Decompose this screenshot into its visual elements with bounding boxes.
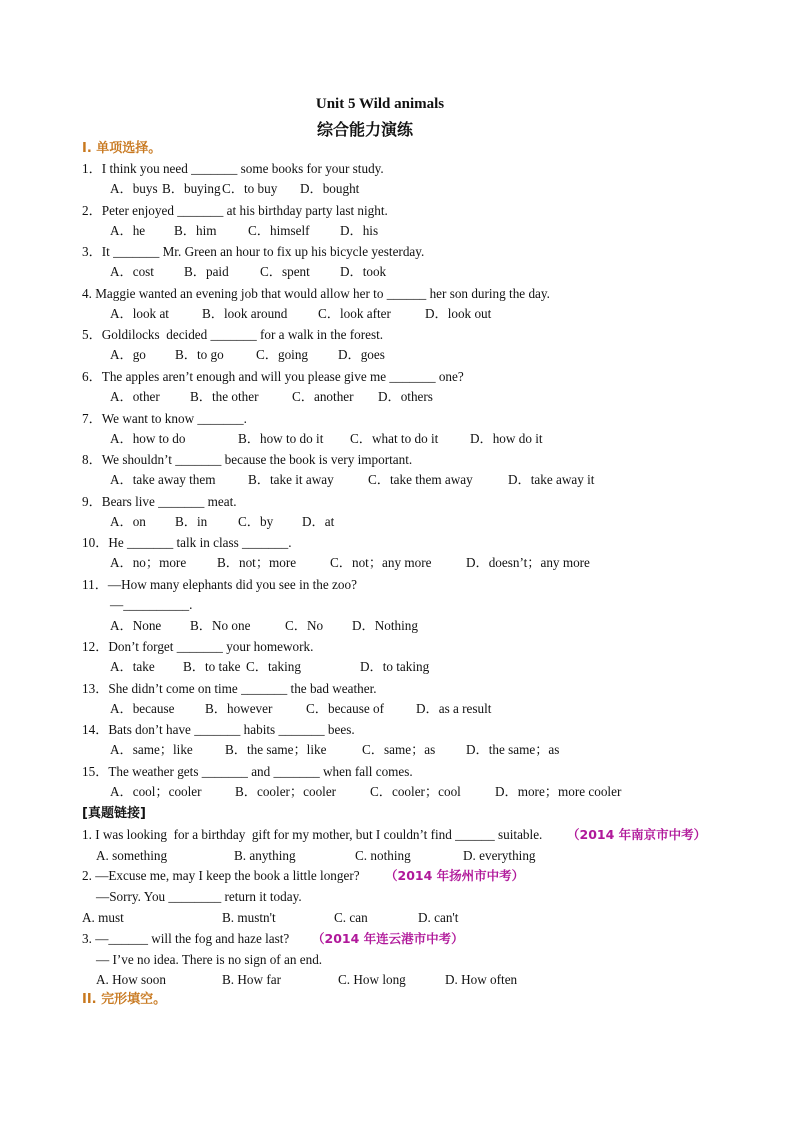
question-9-option-c: C．by	[238, 514, 274, 529]
past-exam-3-option-d: D. How often	[445, 972, 518, 987]
question-2-option-b: B．him	[174, 223, 217, 238]
question-4: 4. Maggie wanted an evening job that would allow her to ______ her son during the day.	[82, 286, 550, 301]
question-13-option-d: D．as a result	[416, 701, 492, 716]
question-7: 7．We want to know _______.	[82, 411, 247, 426]
question-4-option-b: B．look around	[202, 306, 288, 321]
question-1-option-d: D．bought	[300, 181, 360, 196]
question-6-option-c: C．another	[292, 389, 354, 404]
unit-title: Unit 5 Wild animals	[315, 96, 445, 112]
question-8: 8．We shouldn’t _______ because the book is very important.	[82, 452, 413, 467]
question-5-option-b: B．to go	[175, 347, 224, 362]
question-13-option-a: A．because	[110, 701, 175, 716]
question-10-option-d: D．doesn’t；any more	[466, 555, 590, 570]
past-exam-question-1: 1. I was looking for a birthday gift for my mother, but I couldn’t find ______ suitable.	[82, 827, 543, 842]
question-6: 6．The apples aren’t enough and will you please give me _______ one?	[82, 369, 464, 384]
past-exam-2-option-b: B. mustn't	[222, 910, 276, 925]
past-exam-1-option-b: B. anything	[234, 848, 296, 863]
question-11-option-c: C．No	[285, 618, 324, 633]
question-1-option-a: A．buys	[110, 181, 158, 196]
question-7-option-b: B．how to do it	[238, 431, 324, 446]
question-13-option-b: B．however	[205, 701, 273, 716]
past-exam-3-option-a: A. How soon	[96, 972, 166, 987]
past-exam-source-3: （2014 年连云港市中考）	[312, 931, 464, 946]
question-11-option-a: A．None	[110, 618, 162, 633]
question-4-option-c: C．look after	[318, 306, 391, 321]
past-exam-1-option-d: D. everything	[463, 848, 536, 863]
question-11-option-b: B．No one	[190, 618, 251, 633]
question-3-option-c: C．spent	[260, 264, 310, 279]
link-header: [真题链接]	[82, 806, 146, 821]
question-15-option-a: A．cool；cooler	[110, 784, 202, 799]
past-exam-question-3: 3. —______ will the fog and haze last?	[82, 931, 290, 946]
question-7-option-c: C．what to do it	[350, 431, 439, 446]
question-2-option-d: D．his	[340, 223, 379, 238]
question-10-option-a: A．no；more	[110, 555, 187, 570]
past-exam-source-2: （2014 年扬州市中考）	[385, 868, 525, 883]
past-exam-source-1: （2014 年南京市中考）	[567, 827, 707, 842]
question-15: 15．The weather gets _______ and _______ when fall comes.	[82, 764, 413, 779]
question-13: 13．She didn’t come on time _______ the bad weather.	[82, 681, 377, 696]
question-1-option-b: B．buying	[162, 181, 221, 196]
question-3-option-a: A．cost	[110, 264, 154, 279]
past-exam-question-2: 2. —Excuse me, may I keep the book a little longer?	[82, 868, 360, 883]
question-9: 9．Bears live _______ meat.	[82, 494, 237, 509]
question-5-option-d: D．goes	[338, 347, 385, 362]
question-6-option-b: B．the other	[190, 389, 259, 404]
question-15-option-b: B．cooler；cooler	[235, 784, 337, 799]
section-heading-2: II. 完形填空。	[82, 992, 167, 1007]
question-4-option-a: A．look at	[110, 306, 169, 321]
question-12: 12．Don’t forget _______ your homework.	[82, 639, 314, 654]
question-11-reply: —__________.	[110, 597, 193, 612]
question-3: 3．It _______ Mr. Green an hour to fix up his bicycle yesterday.	[82, 244, 425, 259]
question-14-option-a: A．same；like	[110, 742, 193, 757]
question-6-option-a: A．other	[110, 389, 160, 404]
question-10-option-b: B．not；more	[217, 555, 297, 570]
question-15-option-d: D．more；more cooler	[495, 784, 622, 799]
question-11: 11．—How many elephants did you see in the zoo?	[82, 577, 357, 592]
question-9-option-b: B．in	[175, 514, 208, 529]
question-4-option-d: D．look out	[425, 306, 492, 321]
question-5: 5．Goldilocks decided _______ for a walk in the forest.	[82, 327, 384, 342]
question-12-option-a: A．take	[110, 659, 155, 674]
past-exam-question-2-reply: —Sorry. You ________ return it today.	[96, 889, 302, 904]
question-14-option-d: D．the same；as	[466, 742, 560, 757]
question-12-option-d: D．to taking	[360, 659, 430, 674]
unit-subtitle: 综合能力演练	[316, 120, 413, 139]
past-exam-2-option-a: A. must	[82, 910, 124, 925]
question-6-option-d: D．others	[378, 389, 433, 404]
question-1: 1．I think you need _______ some books for your study.	[82, 161, 384, 176]
question-11-option-d: D．Nothing	[352, 618, 418, 633]
past-exam-3-option-b: B. How far	[222, 972, 281, 987]
question-15-option-c: C．cooler；cool	[370, 784, 461, 799]
question-8-option-d: D．take away it	[508, 472, 595, 487]
question-7-option-a: A．how to do	[110, 431, 186, 446]
question-2-option-c: C．himself	[248, 223, 310, 238]
past-exam-2-option-d: D. can't	[418, 910, 459, 925]
past-exam-3-option-c: C. How long	[338, 972, 406, 987]
question-8-option-b: B．take it away	[248, 472, 334, 487]
question-14-option-c: C．same；as	[362, 742, 436, 757]
past-exam-question-3-reply: — I’ve no idea. There is no sign of an end.	[96, 952, 323, 967]
past-exam-2-option-c: C. can	[334, 910, 368, 925]
question-3-option-d: D．took	[340, 264, 387, 279]
question-9-option-a: A．on	[110, 514, 146, 529]
question-10: 10．He _______ talk in class _______.	[82, 535, 292, 550]
question-8-option-c: C．take them away	[368, 472, 473, 487]
question-2-option-a: A．he	[110, 223, 146, 238]
section-heading-1: I. 单项选择。	[82, 141, 162, 156]
question-1-option-c: C．to buy	[222, 181, 278, 196]
question-7-option-d: D．how do it	[470, 431, 543, 446]
question-12-option-c: C．taking	[246, 659, 301, 674]
question-8-option-a: A．take away them	[110, 472, 216, 487]
past-exam-1-option-a: A. something	[96, 848, 168, 863]
question-2: 2．Peter enjoyed _______ at his birthday party last night.	[82, 203, 388, 218]
question-5-option-a: A．go	[110, 347, 146, 362]
question-5-option-c: C．going	[256, 347, 309, 362]
question-12-option-b: B．to take	[183, 659, 241, 674]
question-3-option-b: B．paid	[184, 264, 229, 279]
question-10-option-c: C．not；any more	[330, 555, 432, 570]
question-9-option-d: D．at	[302, 514, 335, 529]
past-exam-1-option-c: C. nothing	[355, 848, 411, 863]
question-14: 14．Bats don’t have _______ habits _______ bees.	[82, 722, 355, 737]
question-14-option-b: B．the same；like	[225, 742, 327, 757]
question-13-option-c: C．because of	[306, 701, 384, 716]
